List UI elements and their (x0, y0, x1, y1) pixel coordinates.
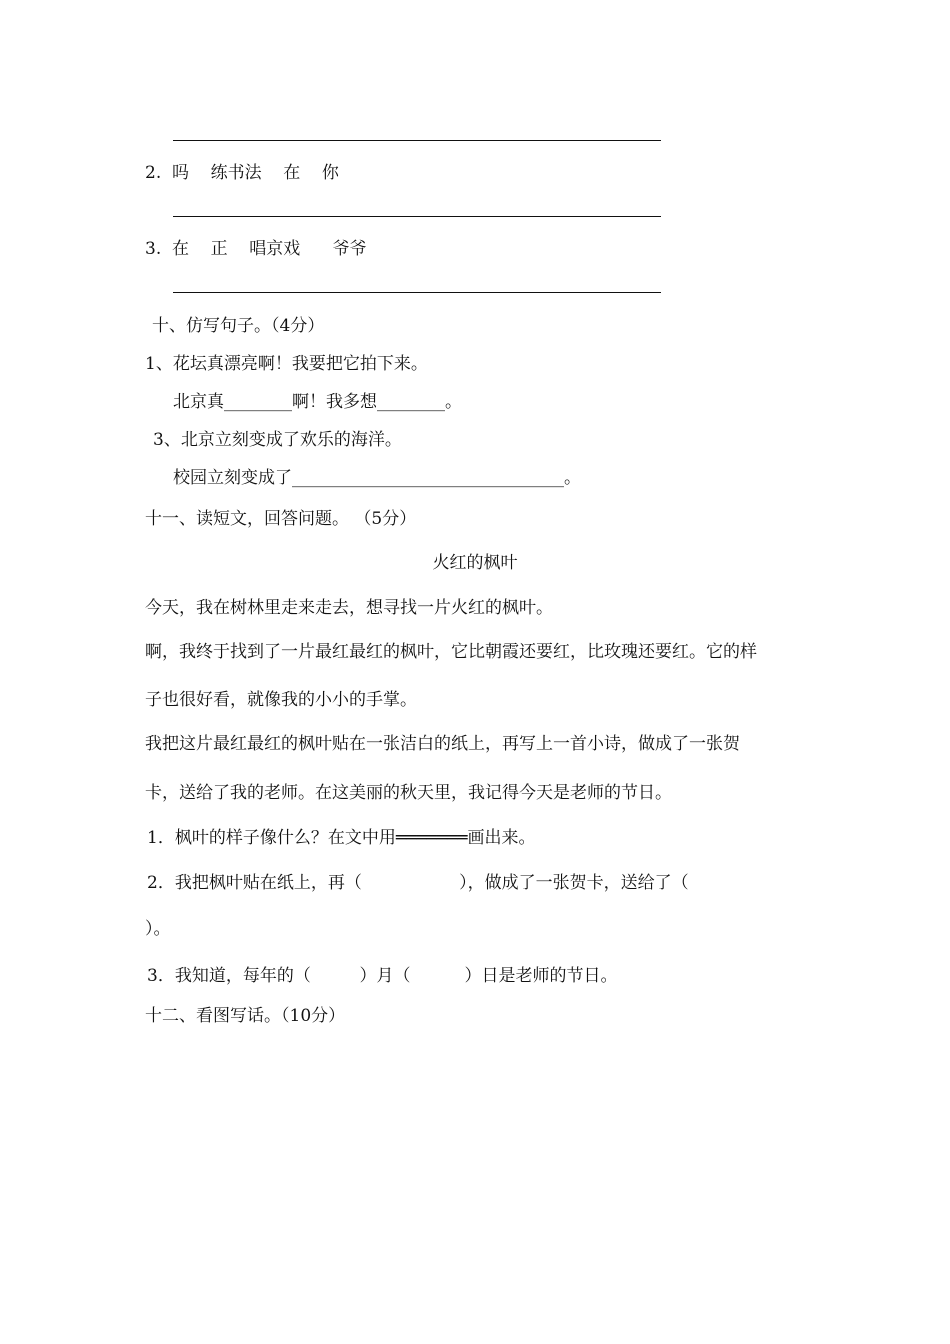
passage-paragraph-2-line-1: 啊，我终于找到了一片最红最红的枫叶，它比朝霞还要红，比玫瑰还要红。它的样 (145, 642, 757, 662)
passage-paragraph-3-line-2: 卡，送给了我的老师。在这美丽的秋天里，我记得今天是老师的节日。 (145, 783, 672, 803)
section-10-heading: 十、仿写句子。（4分） (152, 316, 325, 336)
answer-line-3 (173, 292, 661, 293)
section-12-heading: 十二、看图写话。（10分） (145, 1006, 346, 1026)
answer-line-2 (173, 216, 661, 217)
passage-paragraph-1: 今天，我在树林里走来走去，想寻找一片火红的枫叶。 (145, 598, 553, 618)
reorder-item-3: 3. 在 正 唱京戏 爷爷 (145, 239, 367, 259)
imitate-item-1-fill: 北京真________啊！我多想________。 (173, 392, 462, 412)
passage-paragraph-2-line-2: 子也很好看，就像我的小小的手掌。 (145, 690, 417, 710)
imitate-item-3: 3、北京立刻变成了欢乐的海洋。 (153, 430, 402, 450)
passage-title: 火红的枫叶 (432, 553, 518, 573)
passage-paragraph-3-line-1: 我把这片最红最红的枫叶贴在一张洁白的纸上，再写上一首小诗，做成了一张贺 (145, 734, 740, 754)
question-1: 1．枫叶的样子像什么？在文中用═══════画出来。 (147, 828, 536, 848)
imitate-item-3-fill: 校园立刻变成了________________________________。 (173, 468, 581, 488)
question-2-line-2: ）。 (145, 919, 171, 939)
reorder-item-2: 2. 吗 练书法 在 你 (145, 163, 339, 183)
question-2-line-1: 2．我把枫叶贴在纸上，再（ ），做成了一张贺卡，送给了（ (147, 873, 689, 893)
section-11-heading: 十一、读短文，回答问题。 （5分） (145, 509, 417, 529)
answer-line-1 (173, 140, 661, 141)
imitate-item-1: 1、花坛真漂亮啊！我要把它拍下来。 (145, 354, 428, 374)
question-3: 3．我知道，每年的（ ）月（ ）日是老师的节日。 (147, 966, 618, 986)
